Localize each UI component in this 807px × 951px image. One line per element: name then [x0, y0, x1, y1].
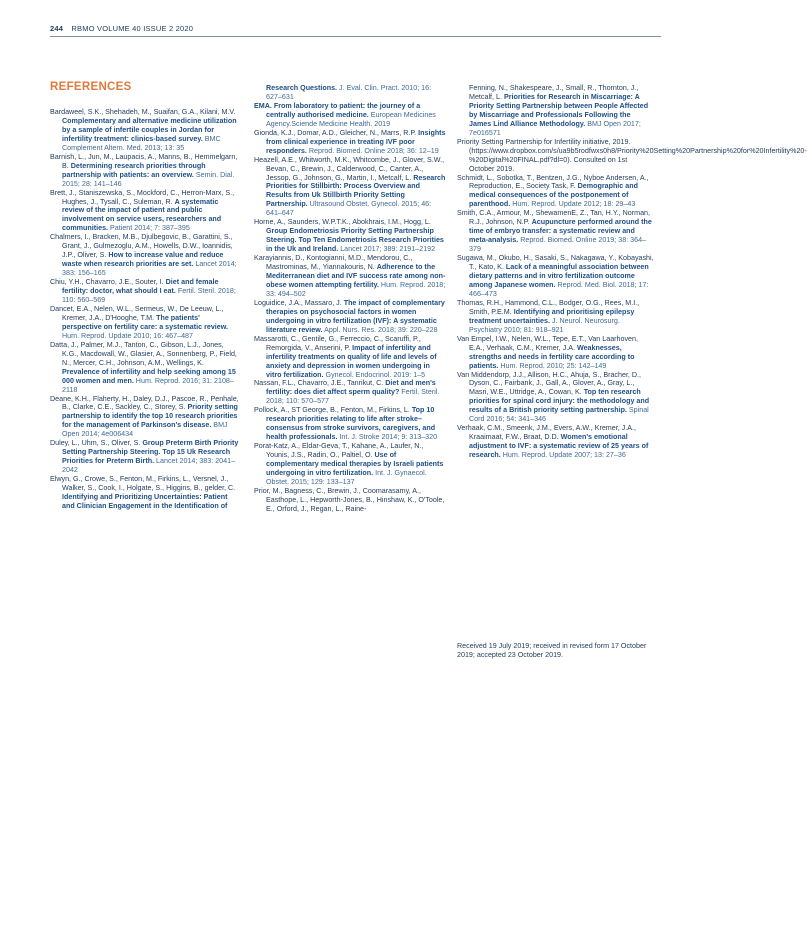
reference-entry — [50, 108, 240, 153]
reference-entry — [457, 335, 654, 371]
reference-title: Women's emotional adjustment to IVF: a systematic review of 25 years of research. — [469, 433, 649, 460]
reference-entry — [254, 442, 446, 487]
reference-entry — [457, 254, 654, 299]
reference-authors: Bardaweel, S.K., Shehadeh, M., Suaifan, G.A., Kilani, M.V. — [50, 108, 236, 116]
reference-source: BMJ Open 2014; 4e006434 — [62, 421, 228, 439]
reference-source: Int. J. Stroke 2014; 9: 313–320 — [337, 433, 438, 442]
reference-source: European Medicines Agency.Sciende Medicine Health. 2019 — [266, 110, 436, 128]
reference-source: Hum. Reprod. 2016; 31: 2108–2118 — [62, 376, 234, 394]
reference-title: Research Questions. — [266, 84, 338, 92]
reference-entry — [254, 379, 446, 406]
reference-source: Reprod. Biomed. Online 2018; 36: 12–19 — [306, 146, 439, 155]
reference-authors: Fenning, N., Shakespeare, J., Small, R., Thornton, J., Metcalf, L. — [469, 84, 639, 101]
reference-authors: Pollock, A., ST George, B., Fenton, M., Firkins, L. — [254, 406, 412, 415]
reference-entry — [457, 371, 654, 425]
running-header — [50, 24, 193, 33]
reference-authors: Van Middendorp, J.J., Allison, H.C., Ahuja, S., Bracher, D., Dyson, C., Fairbank, J., Gall, A., Glover, A., Gray, L., Masri, W.E., Uttridge, A., Cowan, K. — [457, 370, 642, 397]
reference-column-1 — [50, 108, 240, 511]
reference-title: Adherence to the Mediterranean diet and IVF success rate among non-obese women attempting fertility. — [266, 263, 446, 289]
reference-source: Patient 2014; 7: 387–395 — [108, 224, 190, 233]
reference-authors: Brett, J., Staniszewska, S., Mockford, C., Herron-Marx, S., Hughes, J., Tysall, C., Suleman, R. — [50, 188, 235, 206]
reference-title: Complementary and alternative medicine utilization by a sample of infertile couples in Jordan for infertility treatment: clinics-based survey. — [62, 116, 237, 143]
reference-entry — [254, 102, 446, 129]
reference-entry — [457, 209, 654, 254]
reference-column-3 — [457, 84, 807, 460]
reference-title: Lack of a meaningful association between dietary patterns and in vitro fertilization outcome among Japanese women. — [469, 263, 649, 289]
reference-entry — [254, 218, 446, 254]
reference-title: Research Priorities for Stillbirth: Process Overview and Results from Uk Stillbirth Priority Setting Partnership. — [266, 173, 446, 209]
reference-entry — [254, 156, 446, 219]
reference-title: Impact of infertility and infertility treatments on quality of life and levels of anxiety and depression in women undergoing in vitro fertilization. — [266, 343, 437, 379]
reference-entry — [50, 278, 240, 305]
reference-authors: Horne, A., Saunders, W.P.T.K., Abokhrais, I.M., Hogg, L. — [254, 218, 431, 227]
reference-entry — [457, 299, 654, 335]
reference-title: Identifying and prioritising epilepsy treatment uncertainties. — [469, 307, 635, 325]
reference-authors: Chalmers, I., Bracken, M.B., Djulbegovic, B., Garattini, S., Grant, J., Gulmezoglu, A.M., Howells, D.W., Ioannidis, J.P., Oliver, S. — [50, 233, 233, 260]
reference-title: Priorities for Research in Miscarriage: A Priority Setting Partnership between People Affected by Miscarriage and Professionals Following the James Lind Alliance Methodology. — [469, 92, 649, 128]
reference-source: Hum. Reprod. Update 2010; 16: 467–487 — [62, 331, 194, 340]
reference-title: Identifying and Prioritizing Uncertainties: Patient and Clinician Engagement in the Identification of — [62, 492, 228, 510]
reference-entry — [254, 84, 446, 102]
reference-title: Insights from clinical experience in treating IVF poor responders. — [266, 128, 446, 155]
reference-title: Group Endometriosis Priority Setting Partnership Steering. Top Ten Endometriosis Research Priorities in the Uk and Ireland. — [266, 227, 444, 254]
reference-authors: Barnish, L., Jun, M., Laupacis, A., Manns, B., Hemmelgarn, B. — [50, 152, 238, 170]
reference-source: Reprod. Biomed. Online 2019; 38: 364–379 — [469, 236, 647, 254]
reference-source: Appl. Nurs. Res. 2018; 39: 220–228 — [322, 325, 438, 334]
reference-title: Use of complementary medical therapies by Israeli patients undergoing in vitro fertilization. — [266, 451, 444, 477]
reference-title: EMA. From laboratory to patient: the journey of a centrally authorised medicine. — [254, 101, 421, 119]
reference-title: The impact of complementary therapies on psychosocial factors in women undergoing in vitro fertilization (IVF): A systematic literature review. — [266, 298, 445, 334]
reference-entry — [457, 424, 654, 460]
reference-authors: Chiu, Y.H., Chavarro, J.E., Souter, I. — [50, 278, 166, 287]
reference-source: Hum. Reprod. Update 2007; 13: 27–36 — [500, 451, 626, 460]
reference-entry — [457, 137, 807, 174]
reference-source: J. Neurol. Neurosurg. Psychiatry 2010; 81: 918–921 — [469, 316, 620, 334]
reference-source: Hum. Reprod. 2010; 25: 142–149 — [498, 361, 607, 370]
reference-source: Lancet 2014; 383: 156–165 — [62, 260, 237, 278]
reference-entry — [254, 299, 446, 335]
reference-title: The patients' perspective on fertility care: a systematic review. — [62, 313, 229, 331]
reference-title: Demographic and medical consequences of the postponement of parenthood. — [469, 182, 638, 209]
reference-authors: Massarotti, C., Gentile, G., Ferreccio, C., Scaruffi, P., Remorgida, V., Anserini, P. — [254, 334, 421, 352]
reference-authors: Deane, K.H., Flaherty, H., Daley, D.J., Pascoe, R., Penhale, B., Clarke, C.E., Sackley, C., Storey, S. — [50, 394, 239, 412]
reference-title: A systematic review of the impact of patient and public involvement on service users, researchers and communities. — [62, 197, 222, 233]
header-rule — [50, 36, 661, 37]
reference-authors: Elwyn, G., Crowe, S., Fenton, M., Firkins, L., Versnel, J., Walker, S., Cook, I., Holgate, S., Higgins, B., gelder, C. — [50, 475, 236, 493]
reference-title: How to increase value and reduce waste when research priorities are set. — [62, 251, 224, 269]
reference-source: BMJ Open 2017; 7e016571 — [469, 119, 641, 137]
reference-authors: Priority Setting Partnership for Infertility initiative, 2019. (https://www.dropbox.com/s/ua9b5rodfwxs0h8/Priority%20Setting%20Partnership%20for%20Infertility%20-%20Digital%20FINAL.pdf?dl=0). Consulted on 1st October 2019. — [457, 137, 807, 173]
reference-authors: Prior, M., Bagness, C., Brewin, J., Coomarasamy, A., Easthope, L., Hepworth-Jones, B., Hinshaw, K., O'Toole, E., Orford, J., Regan, L., Raine- — [254, 486, 445, 513]
manuscript-dates: Received 19 July 2019; received in revised form 17 October 2019; accepted 23 October 2019. — [457, 642, 647, 659]
reference-source: Ultrasound Obstet. Gynecol. 2015; 46: 641–647 — [266, 200, 432, 218]
reference-entry — [457, 174, 654, 210]
reference-authors: Karayiannis, D., Kontogianni, M.D., Mendorou, C., Mastrominas, M., Yiannakouris, N. — [254, 254, 413, 272]
reference-title: Diet and female fertility: doctor, what should I eat. — [62, 278, 219, 296]
reference-entry — [254, 129, 446, 156]
reference-entry — [254, 406, 446, 442]
reference-authors: Thomas, R.H., Hammond, C.L., Bodger, O.G., Rees, M.I., Smith, P.E.M. — [457, 298, 640, 316]
reference-authors: Porat-Katz, A., Eldar-Geva, T., Kahane, A., Laufer, N., Younis, J.S., Radin, O., Paltiel, O. — [254, 442, 424, 460]
reference-authors: Verhaak, C.M., Smeenk, J.M., Evers, A.W., Kremer, J.A., Kraaimaat, F.W., Braat, D.D. — [457, 424, 636, 442]
reference-source: Reprod. Med. Biol. 2018; 17: 466–473 — [469, 280, 649, 298]
reference-title: Acupuncture performed around the time of embryo transfer: a systematic review and meta-analysis. — [469, 218, 652, 245]
reference-title: Group Preterm Birth Priority Setting Partnership Steering. Top 15 Uk Research Priorities for Preterm Birth. — [62, 439, 239, 466]
reference-title: Determining research priorities through partnership with patients: an overview. — [62, 161, 206, 179]
reference-title: Diet and men's fertility: does diet affect sperm quality? — [266, 379, 436, 397]
reference-entry — [50, 233, 240, 278]
reference-title: Priority setting partnership to identify the top 10 research priorities for the management of Parkinson's disease. — [62, 403, 238, 430]
reference-source: Lancet 2014; 383: 2041–2042 — [62, 457, 236, 475]
journal-volume-line: RBMO VOLUME 40 ISSUE 2 2020 — [71, 24, 194, 33]
reference-authors: Datta, J., Palmer, M.J., Tanton, C., Gibson, L.J., Jones, K.G., Macdowall, W., Glasier, A., Sonnenberg, P., Field, N., Mercer, C.H., Johnson, A.M., Wellings, K. — [50, 340, 237, 367]
reference-title: Weaknesses, strengths and needs in fertility care according to patients. — [469, 343, 635, 370]
reference-authors: Duley, L., Uhm, S., Oliver, S. — [50, 439, 143, 448]
reference-entry — [254, 254, 446, 299]
reference-source: Hum. Reprod. 2018; 33: 494–502 — [266, 280, 446, 298]
reference-entry — [50, 305, 240, 341]
reference-source: Int. J. Gynaecol. Obstet. 2015; 129: 133–137 — [266, 468, 427, 486]
reference-title: Prevalence of infertility and help seeking among 15 000 women and men. — [62, 367, 236, 385]
reference-source: Gynecol. Endocrinol. 2019: 1–5 — [323, 370, 426, 379]
reference-source: J. Eval. Clin. Pract. 2010; 16: 627–631 — [266, 84, 432, 101]
reference-entry — [50, 153, 240, 189]
page-number: 244 — [50, 24, 64, 33]
reference-entry — [457, 84, 654, 138]
reference-entry — [254, 335, 446, 380]
reference-source: Semin. Dial. 2015; 28: 141–146 — [62, 170, 235, 188]
reference-entry — [50, 189, 240, 234]
reference-authors: Dancet, E.A., Nelen, W.L., Sermeus, W., De Leeuw, L., Kremer, J.A., D'Hooghe, T.M. — [50, 304, 224, 322]
reference-entry — [50, 395, 240, 440]
reference-authors: Loguidice, J.A., Massaro, J. — [254, 298, 344, 307]
reference-entry — [254, 487, 446, 514]
reference-authors: Nassan, F.L., Chavarro, J.E., Tanrikut, C. — [254, 379, 386, 388]
reference-source: Lancet 2017; 389: 2191–2192 — [338, 245, 436, 254]
references-heading: REFERENCES — [50, 81, 132, 93]
reference-title: Top 10 research priorities relating to life after stroke–consensus from stroke survivors, caregivers, and health professionals. — [266, 406, 436, 442]
reference-entry — [50, 475, 240, 511]
reference-source: Fertil. Steril. 2018; 110: 560–569 — [62, 287, 236, 305]
reference-authors: Sugawa, M., Okubo, H., Sasaki, S., Nakagawa, Y., Kobayashi, T., Kato, K. — [457, 254, 654, 272]
reference-source: Hum. Reprod. Update 2012; 18: 29–43 — [510, 200, 636, 209]
reference-authors: Heazell, A.E., Whitworth, M.K., Whitcombe, J., Glover, S.W., Bevan, C., Brewin, J., Calderwood, C., Canter, A., Jessop, G., Johnson, G., Martin, I., Metcalf, L. — [254, 155, 445, 182]
reference-title: Top ten research priorities for spinal cord injury: the methodology and results of a British priority setting partnership. — [469, 388, 650, 415]
reference-source: Spinal Cord 2016; 54: 341–346 — [469, 406, 649, 424]
reference-entry — [50, 439, 240, 475]
reference-authors: Schmidt, L., Sobotka, T., Bentzen, J.G., Nyboe Andersen, A., Reproduction, E., Society Task, F. — [457, 173, 649, 191]
reference-source: BMC Complement Altern. Med. 2013; 13: 35 — [62, 134, 221, 152]
reference-entry — [50, 341, 240, 395]
reference-authors: Smith, C.A., Armour, M., ShewamenE, Z., Tan, H.Y., Norman, R.J., Johnson, N.P. — [457, 209, 650, 227]
reference-authors: Gionda, K.J., Domar, A.D., Gleicher, N., Marrs, R.P. — [254, 128, 419, 137]
reference-authors: Van Empel, I.W., Nelen, W.L., Tepe, E.T., Van Laarhoven, E.A., Verhaak, C.M., Kremer, J.A. — [457, 334, 638, 352]
reference-column-2 — [254, 84, 446, 514]
reference-source: Fertil. Steril. 2018; 110: 570–577 — [266, 388, 440, 406]
